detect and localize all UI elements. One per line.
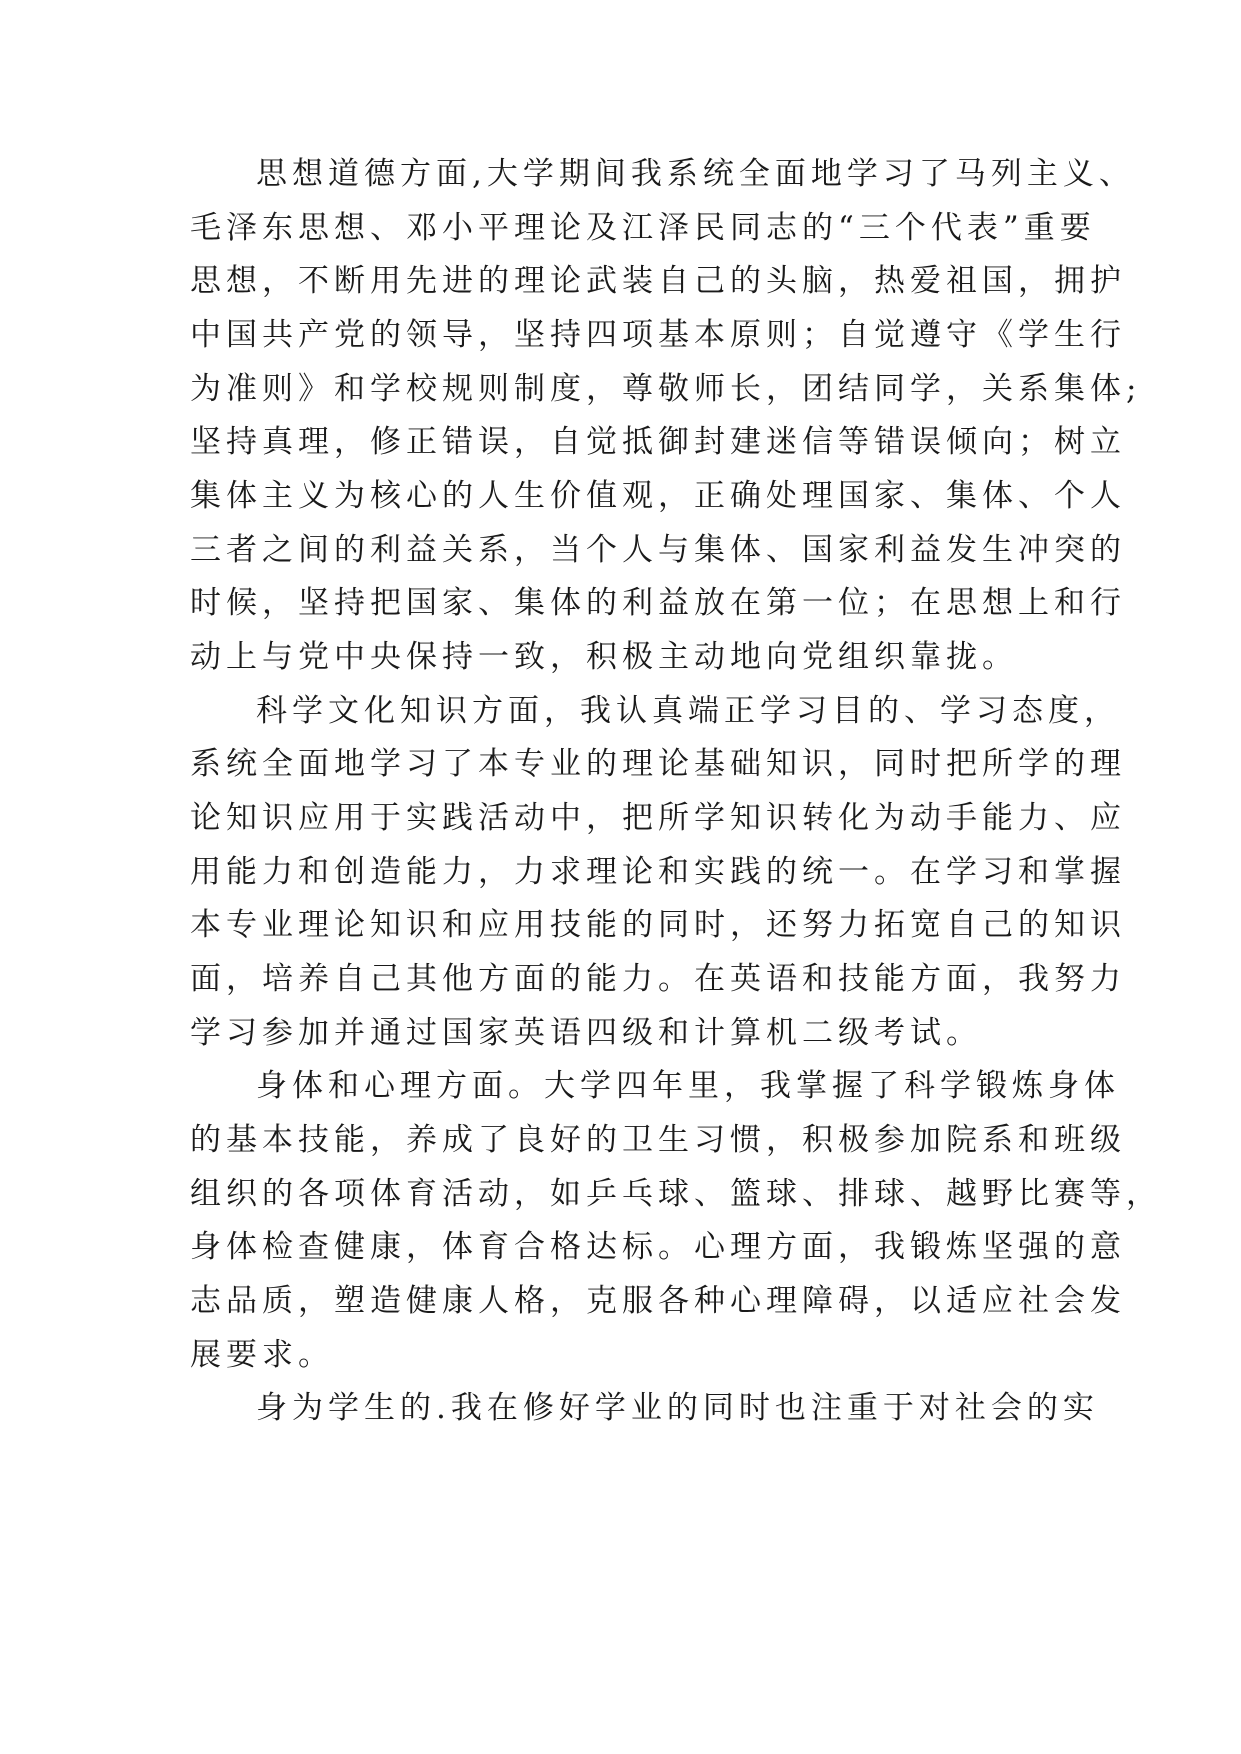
paragraph-2-line-1: 科学文化知识方面，我认真端正学习目的、学习态度， [256,693,1120,729]
paragraph-4-line-1: 身为学生的.我在修好学业的同时也注重于对社会的实 [256,1390,1099,1426]
paragraph-2-line-7: 学习参加并通过国家英语四级和计算机二级考试。 [190,1015,982,1051]
paragraph-2-line-3: 论知识应用于实践活动中，把所学知识转化为动手能力、应 [190,800,1126,836]
paragraph-1-line-6: 坚持真理，修正错误，自觉抵御封建迷信等错误倾向；树立 [190,424,1126,460]
paragraph-3-line-3: 组织的各项体育活动，如乒乓球、篮球、排球、越野比赛等， [190,1176,1162,1212]
paragraph-1-line-3: 思想，不断用先进的理论武装自己的头脑，热爱祖国，拥护 [190,263,1126,299]
paragraph-1-line-10: 动上与党中央保持一致，积极主动地向党组织靠拢。 [190,639,1018,675]
paragraph-1-line-1: 思想道德方面,大学期间我系统全面地学习了马列主义、 [256,156,1135,192]
paragraph-1-line-9: 时候，坚持把国家、集体的利益放在第一位；在思想上和行 [190,585,1126,621]
paragraph-1-line-7: 集体主义为核心的人生价值观，正确处理国家、集体、个人 [190,478,1126,514]
paragraph-3-line-5: 志品质，塑造健康人格，克服各种心理障碍，以适应社会发 [190,1283,1126,1319]
paragraph-1-line-8: 三者之间的利益关系，当个人与集体、国家利益发生冲突的 [190,532,1126,568]
paragraph-1-line-4: 中国共产党的领导，坚持四项基本原则；自觉遵守《学生行 [190,317,1126,353]
paragraph-2-line-6: 面，培养自己其他方面的能力。在英语和技能方面，我努力 [190,961,1126,997]
paragraph-2-line-4: 用能力和创造能力，力求理论和实践的统一。在学习和掌握 [190,854,1126,890]
paragraph-1-line-2: 毛泽东思想、邓小平理论及江泽民同志的“三个代表”重要 [190,210,1096,246]
paragraph-3-line-2: 的基本技能，养成了良好的卫生习惯，积极参加院系和班级 [190,1122,1126,1158]
paragraph-3-line-1: 身体和心理方面。大学四年里，我掌握了科学锻炼身体 [256,1068,1120,1104]
paragraph-3-line-4: 身体检查健康，体育合格达标。心理方面，我锻炼坚强的意 [190,1229,1126,1265]
paragraph-2-line-5: 本专业理论知识和应用技能的同时，还努力拓宽自己的知识 [190,907,1126,943]
paragraph-3-line-6: 展要求。 [190,1337,334,1373]
paragraph-1-line-5: 为准则》和学校规则制度，尊敬师长，团结同学，关系集体; [190,371,1142,407]
paragraph-2-line-2: 系统全面地学习了本专业的理论基础知识，同时把所学的理 [190,746,1126,782]
